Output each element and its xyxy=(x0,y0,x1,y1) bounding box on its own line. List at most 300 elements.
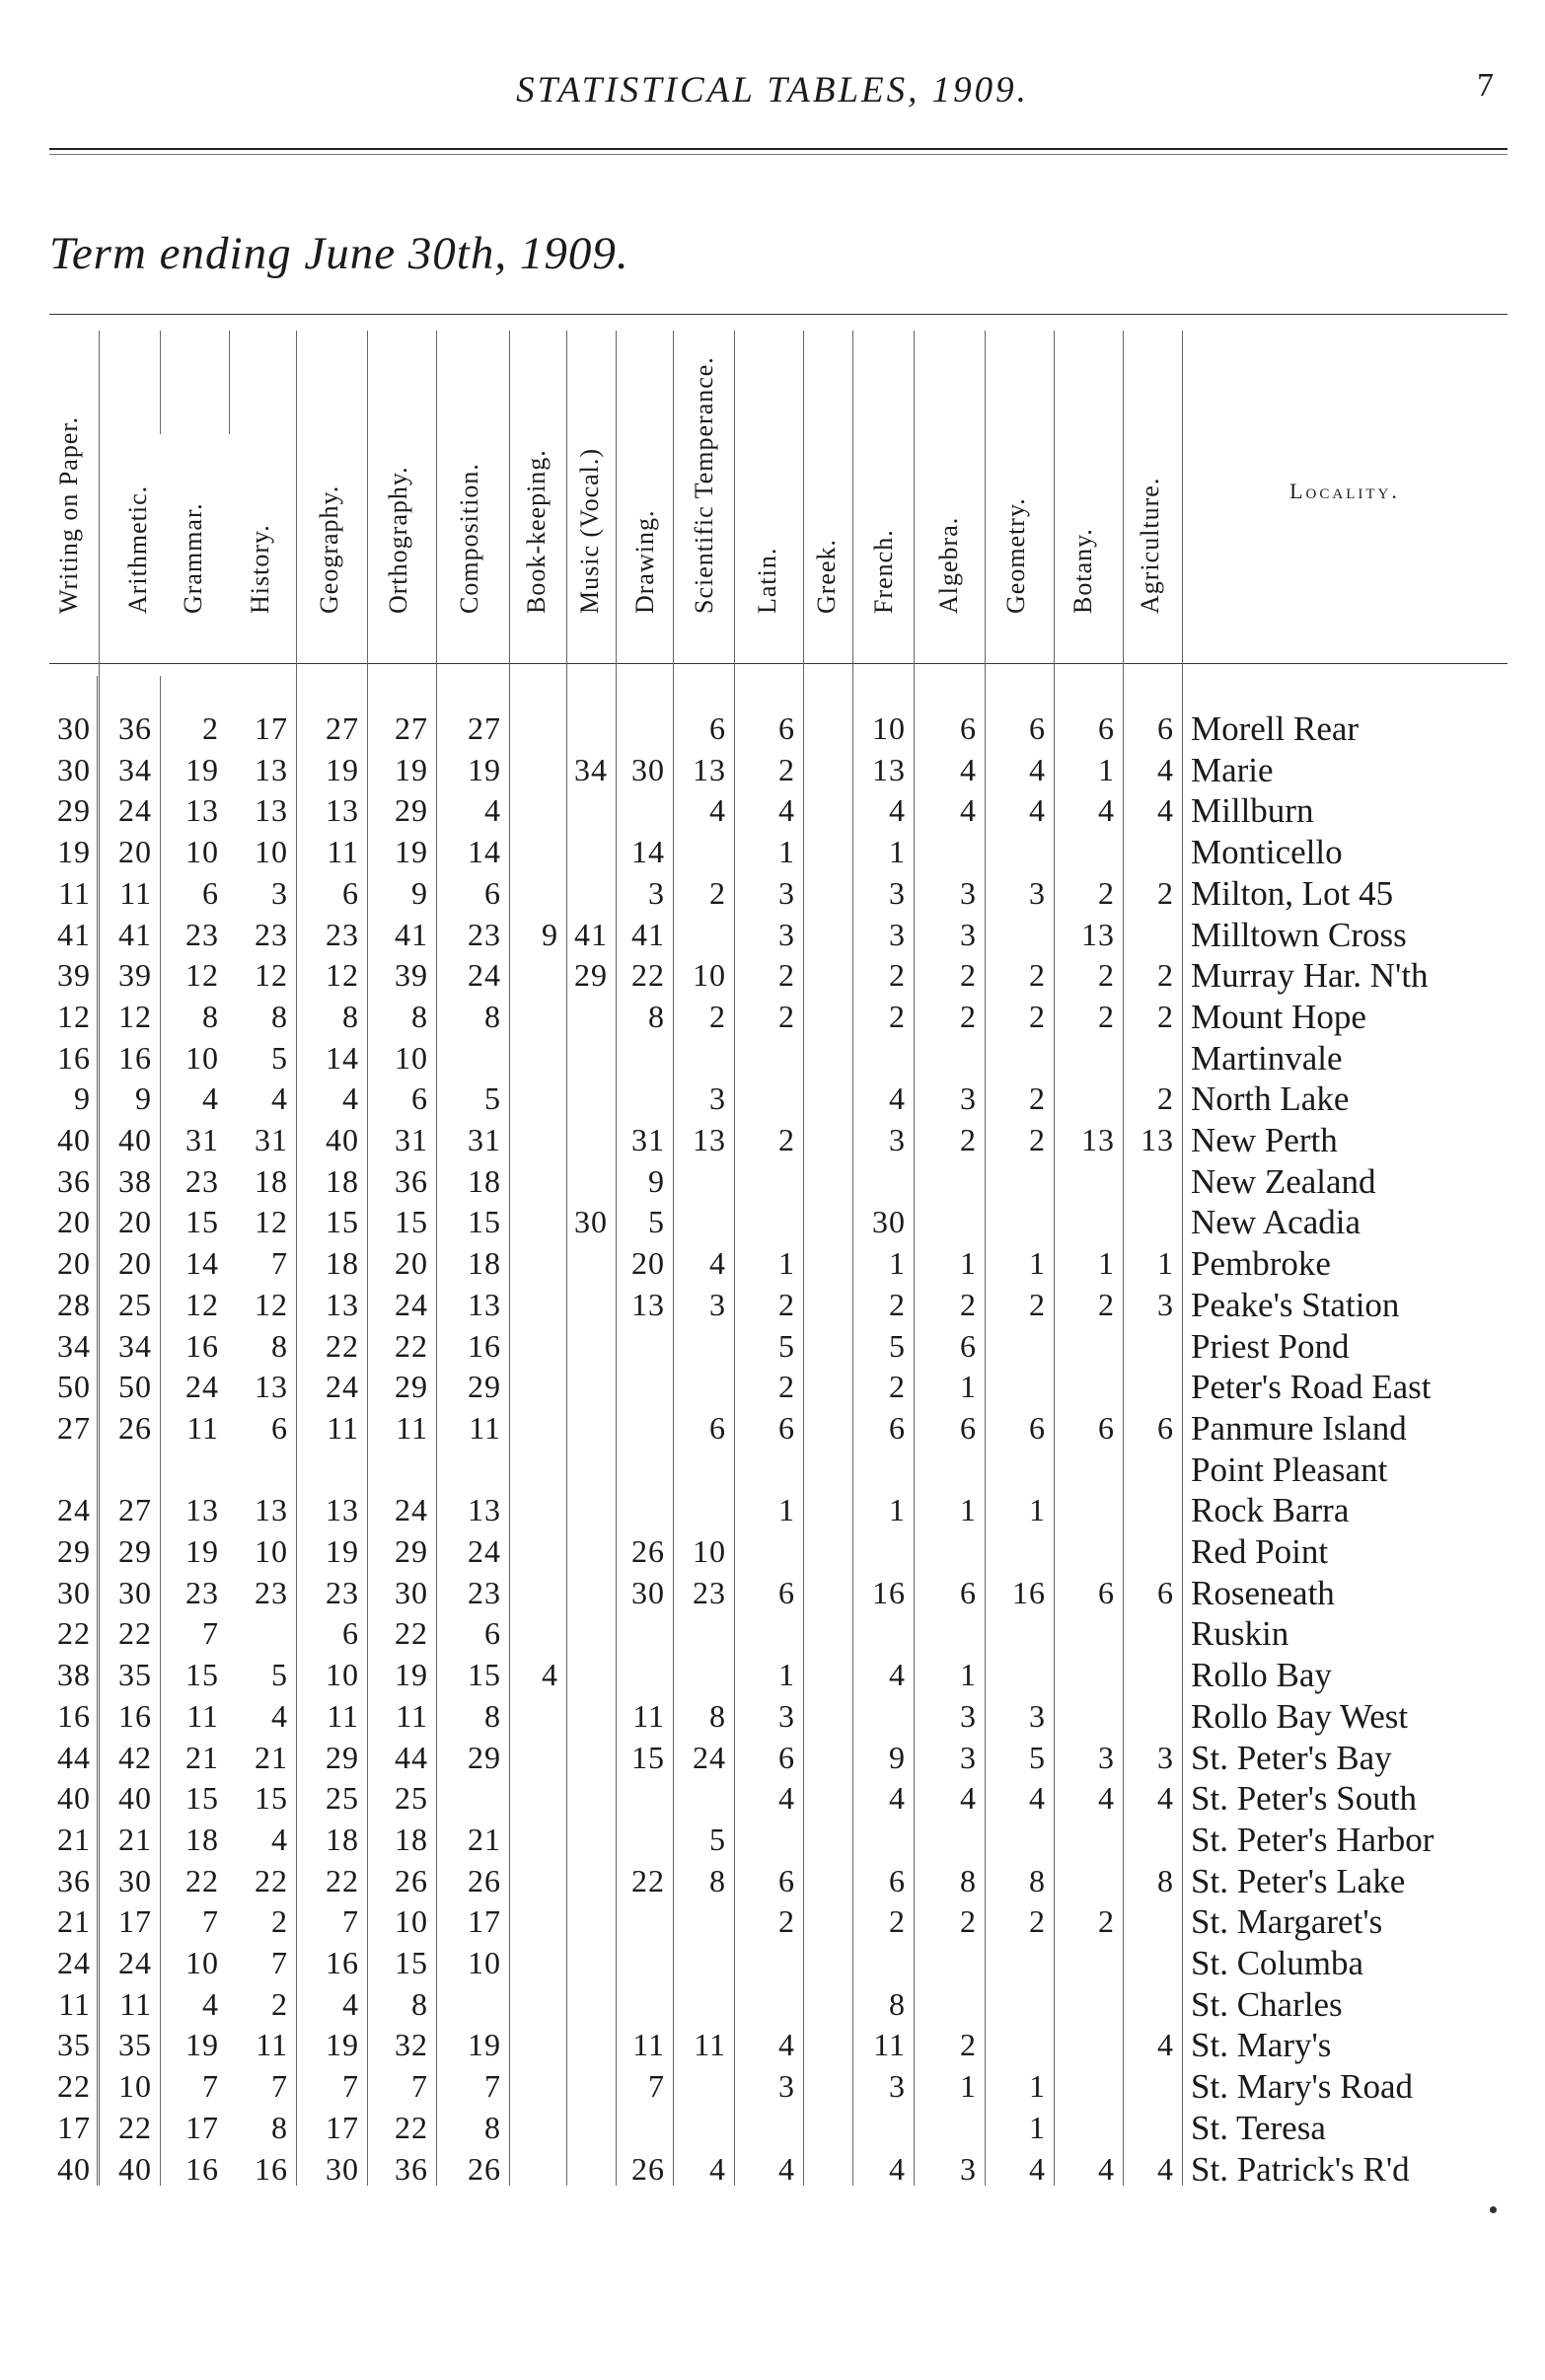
table-cell: 6 xyxy=(202,874,219,911)
table-cell: 10 xyxy=(395,1903,428,1940)
table-cell xyxy=(503,997,558,1037)
table-cell: 3 xyxy=(778,916,795,952)
table-cell: 21 xyxy=(468,1821,501,1857)
table-row xyxy=(0,1778,1545,1819)
table-cell: 12 xyxy=(255,957,288,994)
table-cell xyxy=(921,1820,977,1860)
table-cell xyxy=(610,2108,665,2148)
table-cell: 8 xyxy=(271,2109,288,2145)
table-cell: 8 xyxy=(271,1327,288,1364)
table-cell: 4 xyxy=(1157,751,1174,787)
table-cell: 6 xyxy=(960,1409,977,1446)
table-cell: 3 xyxy=(1098,1739,1115,1775)
table-cell: 50 xyxy=(57,1369,91,1405)
table-cell xyxy=(671,1367,726,1407)
page-number: 7 xyxy=(1477,67,1494,104)
table-cell: 2 xyxy=(709,874,726,911)
table-cell: 11 xyxy=(186,1409,219,1446)
table-cell xyxy=(233,1450,288,1490)
table-cell: 15 xyxy=(631,1739,665,1775)
table-cell: 20 xyxy=(395,1245,428,1282)
locality-name: St. Columba xyxy=(1191,1944,1364,1982)
table-header-bottom-rule xyxy=(49,663,1508,664)
table-cell xyxy=(789,1408,845,1449)
table-cell xyxy=(789,1984,845,2025)
table-cell: 4 xyxy=(342,1080,359,1117)
table-cell xyxy=(503,2066,558,2107)
table-cell xyxy=(1060,1202,1115,1242)
table-cell: 21 xyxy=(57,1821,91,1857)
table-cell: 27 xyxy=(326,710,359,746)
table-cell: 9 xyxy=(135,1080,152,1117)
table-cell xyxy=(789,832,845,872)
table-row xyxy=(0,1943,1545,1983)
table-cell: 1 xyxy=(778,1657,795,1693)
table-cell xyxy=(1119,1901,1174,1942)
table-row xyxy=(0,1696,1545,1737)
table-cell: 29 xyxy=(118,1533,152,1569)
table-cell: 39 xyxy=(118,957,152,994)
table-cell: 1 xyxy=(1157,1245,1174,1282)
table-cell: 12 xyxy=(255,1286,288,1322)
table-cell xyxy=(610,1367,665,1407)
locality-name: Peter's Road East xyxy=(1191,1368,1432,1407)
table-cell: 15 xyxy=(468,1657,501,1693)
table-cell: 11 xyxy=(256,2027,288,2063)
table-cell: 1 xyxy=(1098,751,1115,787)
table-cell: 11 xyxy=(469,1409,501,1446)
table-cell xyxy=(552,1861,608,1901)
table-row xyxy=(0,1573,1545,1613)
table-cell: 1 xyxy=(1029,1245,1046,1282)
locality-name: St. Peter's South xyxy=(1191,1779,1417,1819)
column-header xyxy=(118,316,158,661)
table-cell: 34 xyxy=(574,751,608,787)
locality-name: Morell Rear xyxy=(1191,709,1360,748)
table-cell xyxy=(1119,1655,1174,1695)
table-cell: 24 xyxy=(185,1369,219,1405)
column-header xyxy=(517,316,556,661)
table-cell: 6 xyxy=(778,1409,795,1446)
table-cell xyxy=(991,1161,1046,1202)
table-cell: 4 xyxy=(1157,2150,1174,2187)
table-cell: 13 xyxy=(1081,916,1115,952)
table-cell: 16 xyxy=(57,1697,91,1734)
table-cell xyxy=(1119,1038,1174,1078)
table-cell: 3 xyxy=(889,2068,906,2105)
table-cell xyxy=(991,915,1046,955)
column-header xyxy=(450,316,489,661)
table-cell: 9 xyxy=(889,1739,906,1775)
table-cell xyxy=(503,750,558,790)
column-header xyxy=(996,316,1036,661)
column-header-label: Music (Vocal.) xyxy=(575,447,604,614)
table-cell: 6 xyxy=(960,1327,977,1364)
table-cell: 22 xyxy=(185,1862,219,1898)
table-cell xyxy=(991,1326,1046,1367)
table-cell: 1 xyxy=(960,1657,977,1693)
table-cell: 30 xyxy=(574,1204,608,1240)
column-header-label: Geometry. xyxy=(1001,497,1030,614)
table-cell: 38 xyxy=(57,1657,91,1693)
table-cell xyxy=(789,1861,845,1901)
table-cell xyxy=(552,1984,608,2025)
table-cell: 2 xyxy=(1029,957,1046,994)
table-cell: 19 xyxy=(395,751,428,787)
table-cell xyxy=(671,1038,726,1078)
table-cell xyxy=(671,1326,726,1367)
table-cell xyxy=(789,1161,845,1202)
table-cell xyxy=(789,1738,845,1778)
table-cell: 7 xyxy=(202,2068,219,2105)
table-cell: 22 xyxy=(395,1615,428,1652)
table-cell xyxy=(789,2108,845,2148)
table-cell: 31 xyxy=(395,1122,428,1157)
table-cell: 10 xyxy=(185,1039,219,1076)
table-cell: 13 xyxy=(326,1286,359,1322)
table-cell: 19 xyxy=(185,1533,219,1569)
table-cell: 30 xyxy=(326,2150,359,2187)
header-rule-thin xyxy=(49,154,1508,155)
table-cell: 38 xyxy=(118,1162,152,1199)
table-cell xyxy=(740,1984,795,2025)
locality-name: Peake's Station xyxy=(1191,1285,1400,1324)
table-cell: 16 xyxy=(255,2150,288,2187)
table-cell: 12 xyxy=(118,998,152,1034)
table-cell: 11 xyxy=(632,2027,665,2063)
table-cell: 36 xyxy=(395,2150,428,2187)
table-cell: 22 xyxy=(326,1327,359,1364)
table-cell: 16 xyxy=(872,1574,906,1610)
table-cell: 1 xyxy=(889,1245,906,1282)
table-cell: 16 xyxy=(185,2150,219,2187)
table-cell xyxy=(503,1861,558,1901)
table-cell xyxy=(233,1613,288,1654)
table-cell xyxy=(503,1078,558,1119)
table-cell xyxy=(1119,1696,1174,1737)
table-cell xyxy=(1060,1613,1115,1654)
column-header-label: Algebra. xyxy=(934,516,963,614)
table-row xyxy=(0,1861,1545,1901)
table-cell: 26 xyxy=(631,2150,665,2187)
table-cell xyxy=(503,1367,558,1407)
table-cell: 36 xyxy=(395,1162,428,1199)
table-cell: 6 xyxy=(960,710,977,746)
table-cell xyxy=(503,1408,558,1449)
table-row xyxy=(0,2066,1545,2107)
table-cell: 29 xyxy=(57,792,91,829)
table-cell: 3 xyxy=(960,916,977,952)
table-cell xyxy=(671,1450,726,1490)
table-cell: 36 xyxy=(118,710,152,746)
table-row xyxy=(0,1120,1545,1160)
table-cell: 31 xyxy=(468,1122,501,1157)
running-title: STATISTICAL TABLES, 1909. xyxy=(516,70,1029,111)
locality-name: Panmure Island xyxy=(1191,1408,1407,1448)
table-cell: 2 xyxy=(1029,998,1046,1034)
table-cell xyxy=(789,1490,845,1530)
column-header xyxy=(625,316,665,661)
table-cell xyxy=(1119,1943,1174,1983)
table-cell xyxy=(552,1243,608,1284)
table-cell: 13 xyxy=(468,1492,501,1528)
locality-name: Monticello xyxy=(1191,833,1343,872)
table-cell: 1 xyxy=(778,834,795,870)
table-cell xyxy=(1060,1367,1115,1407)
table-cell: 1 xyxy=(960,1492,977,1528)
table-cell xyxy=(552,1943,608,1983)
table-cell: 13 xyxy=(468,1286,501,1322)
table-cell: 6 xyxy=(411,1080,428,1117)
table-cell: 24 xyxy=(57,1945,91,1980)
table-cell: 22 xyxy=(395,2109,428,2145)
table-cell xyxy=(1119,1984,1174,2025)
table-cell: 19 xyxy=(57,834,91,870)
table-cell xyxy=(789,790,845,831)
table-cell: 13 xyxy=(326,1492,359,1528)
table-cell: 16 xyxy=(1012,1574,1046,1610)
table-cell: 19 xyxy=(326,751,359,787)
locality-name: Red Point xyxy=(1191,1532,1329,1571)
table-cell xyxy=(789,1613,845,1654)
table-cell: 13 xyxy=(255,751,288,787)
table-cell: 29 xyxy=(395,1533,428,1569)
table-cell xyxy=(552,708,608,749)
table-cell: 28 xyxy=(57,1286,91,1322)
table-cell xyxy=(789,1450,845,1490)
locality-name: North Lake xyxy=(1191,1079,1350,1119)
table-cell: 13 xyxy=(693,751,726,787)
table-cell xyxy=(503,1285,558,1325)
table-cell xyxy=(552,1613,608,1654)
table-cell: 13 xyxy=(693,1122,726,1157)
table-cell: 2 xyxy=(778,998,795,1034)
table-cell: 40 xyxy=(57,1780,91,1817)
table-cell xyxy=(671,1490,726,1530)
table-cell: 4 xyxy=(1098,1780,1115,1817)
table-cell xyxy=(789,1326,845,1367)
table-cell xyxy=(921,1531,977,1572)
table-cell: 17 xyxy=(468,1903,501,1940)
table-row xyxy=(0,832,1545,872)
table-cell xyxy=(503,832,558,872)
table-cell: 16 xyxy=(57,1039,91,1076)
table-cell: 40 xyxy=(118,1122,152,1157)
table-cell xyxy=(991,1943,1046,1983)
table-cell: 22 xyxy=(631,1862,665,1898)
table-cell: 3 xyxy=(889,916,906,952)
table-cell xyxy=(850,1696,906,1737)
table-cell xyxy=(671,1613,726,1654)
table-cell xyxy=(503,1161,558,1202)
table-cell: 8 xyxy=(411,1985,428,2022)
table-cell: 30 xyxy=(57,710,91,746)
table-cell: 26 xyxy=(118,1409,152,1446)
table-cell: 3 xyxy=(778,1697,795,1734)
table-cell: 23 xyxy=(693,1574,726,1610)
table-cell xyxy=(503,1326,558,1367)
table-cell: 9 xyxy=(74,1080,91,1117)
table-cell xyxy=(610,1820,665,1860)
table-cell: 42 xyxy=(118,1739,152,1775)
table-cell: 2 xyxy=(271,1985,288,2022)
table-cell: 22 xyxy=(57,2068,91,2105)
table-cell: 3 xyxy=(960,1739,977,1775)
locality-name: Rollo Bay West xyxy=(1191,1696,1409,1736)
table-cell xyxy=(1060,2066,1115,2107)
table-row xyxy=(0,2149,1545,2190)
column-header-label: Geography. xyxy=(315,484,343,614)
table-row xyxy=(0,1531,1545,1572)
table-cell: 34 xyxy=(57,1327,91,1364)
table-cell xyxy=(921,1450,977,1490)
table-cell: 3 xyxy=(960,874,977,911)
table-cell: 31 xyxy=(631,1122,665,1157)
column-header xyxy=(685,316,724,661)
table-cell xyxy=(1060,1078,1115,1119)
table-cell xyxy=(740,1078,795,1119)
table-cell xyxy=(1060,1820,1115,1860)
table-cell xyxy=(850,2108,906,2148)
table-cell: 21 xyxy=(57,1903,91,1940)
table-cell xyxy=(446,1778,501,1819)
table-cell xyxy=(373,1450,428,1490)
table-cell: 6 xyxy=(342,1615,359,1652)
table-cell: 10 xyxy=(326,1657,359,1693)
table-row xyxy=(0,790,1545,831)
table-cell xyxy=(610,1613,665,1654)
table-cell: 8 xyxy=(411,998,428,1034)
table-cell xyxy=(671,1778,726,1819)
table-cell: 15 xyxy=(185,1780,219,1817)
table-cell: 22 xyxy=(255,1862,288,1898)
table-cell: 2 xyxy=(1029,1122,1046,1157)
table-cell: 39 xyxy=(395,957,428,994)
table-cell: 25 xyxy=(326,1780,359,1817)
table-cell: 8 xyxy=(960,1862,977,1898)
table-cell xyxy=(789,1573,845,1613)
table-cell: 9 xyxy=(542,916,558,952)
column-divider xyxy=(229,331,230,434)
table-cell xyxy=(1060,1655,1115,1695)
table-cell: 12 xyxy=(185,1286,219,1322)
table-cell: 6 xyxy=(889,1862,906,1898)
table-cell xyxy=(789,1367,845,1407)
table-cell: 4 xyxy=(709,792,726,829)
table-cell: 20 xyxy=(57,1245,91,1282)
table-cell xyxy=(503,2025,558,2065)
table-cell: 24 xyxy=(395,1492,428,1528)
table-cell: 24 xyxy=(468,1533,501,1569)
table-cell xyxy=(503,1613,558,1654)
locality-name: St. Charles xyxy=(1191,1984,1343,2024)
column-header xyxy=(49,316,89,661)
table-cell: 22 xyxy=(395,1327,428,1364)
table-cell: 3 xyxy=(709,1080,726,1117)
column-header xyxy=(748,316,787,661)
table-cell: 16 xyxy=(468,1327,501,1364)
table-cell xyxy=(503,1490,558,1530)
table-cell: 39 xyxy=(57,957,91,994)
table-cell xyxy=(740,2108,795,2148)
table-cell: 10 xyxy=(693,957,726,994)
column-header-label: Latin. xyxy=(753,547,781,614)
table-cell xyxy=(552,790,608,831)
table-cell: 8 xyxy=(709,1862,726,1898)
table-cell xyxy=(671,832,726,872)
table-cell xyxy=(850,1531,906,1572)
table-cell: 3 xyxy=(1157,1739,1174,1775)
table-cell xyxy=(1060,1943,1115,1983)
table-cell: 24 xyxy=(468,957,501,994)
table-cell: 4 xyxy=(778,2150,795,2187)
table-cell: 40 xyxy=(326,1122,359,1157)
table-cell: 10 xyxy=(872,710,906,746)
table-cell xyxy=(503,2108,558,2148)
table-cell xyxy=(164,1450,219,1490)
table-cell xyxy=(1060,832,1115,872)
locality-name: St. Margaret's xyxy=(1191,1902,1383,1942)
table-cell xyxy=(850,1450,906,1490)
table-cell xyxy=(850,1613,906,1654)
table-cell: 2 xyxy=(960,998,977,1034)
table-cell xyxy=(552,1120,608,1160)
table-cell: 2 xyxy=(1098,998,1115,1034)
table-cell: 24 xyxy=(118,792,152,829)
table-cell: 36 xyxy=(57,1862,91,1898)
table-cell xyxy=(1119,1820,1174,1860)
table-cell: 24 xyxy=(693,1739,726,1775)
table-row xyxy=(0,1490,1545,1530)
table-cell: 4 xyxy=(202,1080,219,1117)
table-cell xyxy=(991,2025,1046,2065)
table-cell: 29 xyxy=(468,1739,501,1775)
table-cell: 35 xyxy=(57,2027,91,2063)
table-cell xyxy=(789,873,845,914)
table-cell: 7 xyxy=(484,2068,501,2105)
table-cell: 9 xyxy=(648,1162,665,1199)
column-header-label: Agriculture. xyxy=(1136,477,1164,614)
table-cell: 15 xyxy=(185,1204,219,1240)
table-cell xyxy=(921,832,977,872)
table-cell xyxy=(1119,1161,1174,1202)
table-cell: 41 xyxy=(57,916,91,952)
column-header xyxy=(1131,316,1170,661)
table-cell xyxy=(503,1738,558,1778)
column-header xyxy=(310,316,349,661)
table-cell: 6 xyxy=(709,710,726,746)
table-cell: 36 xyxy=(57,1162,91,1199)
table-cell: 29 xyxy=(57,1533,91,1569)
table-cell: 14 xyxy=(631,834,665,870)
table-cell xyxy=(503,2149,558,2190)
table-cell: 20 xyxy=(57,1204,91,1240)
table-cell: 3 xyxy=(889,874,906,911)
table-cell xyxy=(991,1367,1046,1407)
locality-name: Millburn xyxy=(1191,791,1314,831)
table-cell xyxy=(921,2108,977,2148)
table-cell xyxy=(552,1531,608,1572)
table-cell: 11 xyxy=(186,1697,219,1734)
table-cell xyxy=(921,1984,977,2025)
table-cell: 10 xyxy=(255,834,288,870)
table-cell: 3 xyxy=(1029,874,1046,911)
locality-name: St. Peter's Lake xyxy=(1191,1861,1406,1900)
table-cell: 23 xyxy=(468,916,501,952)
table-row xyxy=(0,1408,1545,1449)
table-cell xyxy=(1060,1861,1115,1901)
table-cell: 7 xyxy=(202,1903,219,1940)
